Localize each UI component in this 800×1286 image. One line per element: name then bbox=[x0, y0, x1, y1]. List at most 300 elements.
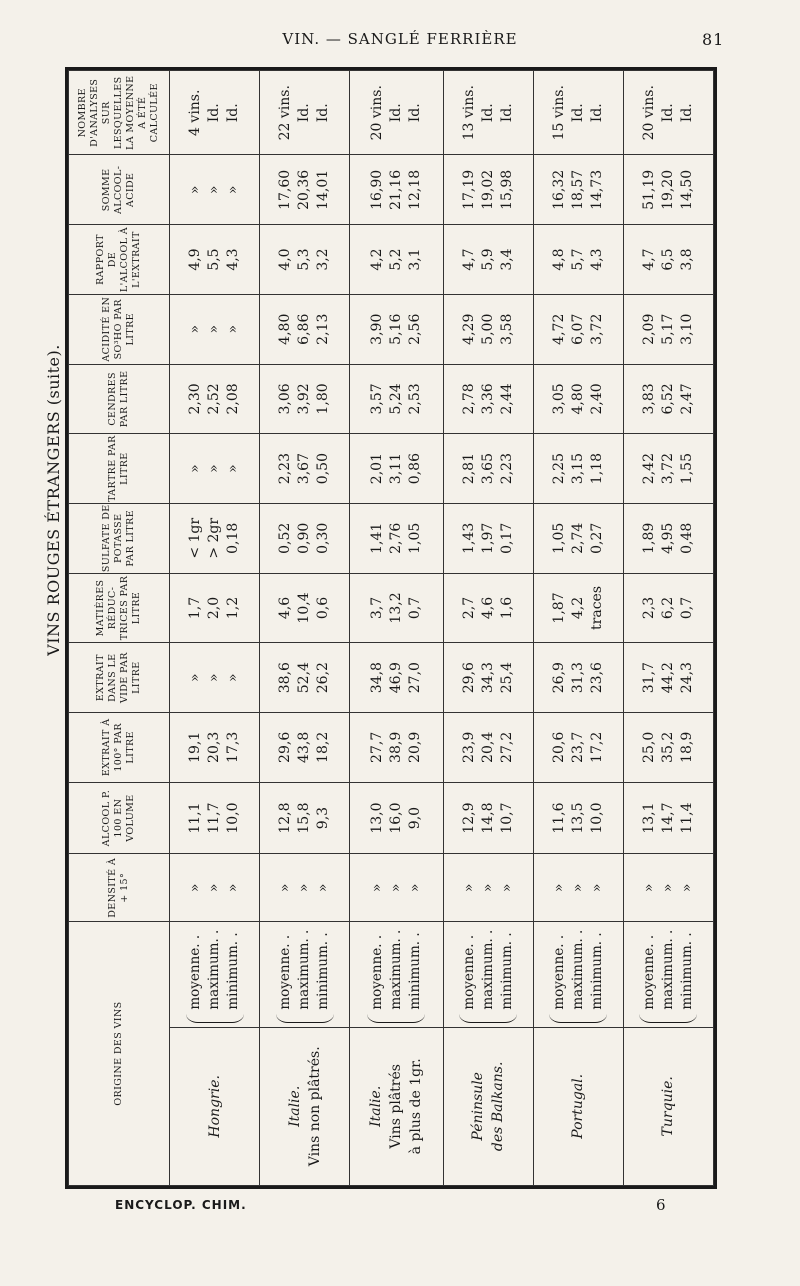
stat-labels bbox=[186, 930, 243, 1010]
value: 17,3 bbox=[225, 731, 242, 763]
value: 4,7 bbox=[460, 248, 477, 271]
value: 24,3 bbox=[678, 662, 695, 694]
cell-ash bbox=[623, 364, 713, 434]
value: 16,0 bbox=[387, 802, 404, 834]
value: 2,08 bbox=[225, 383, 242, 415]
value: 13 vins. bbox=[460, 85, 477, 141]
origin-cell bbox=[533, 1027, 623, 1185]
cell-potassium-sulfate bbox=[170, 503, 260, 573]
stat-label: moyenne. . bbox=[460, 934, 477, 1010]
value: 12,18 bbox=[406, 169, 423, 210]
value: 29,6 bbox=[277, 731, 294, 763]
cell-extract-100 bbox=[623, 713, 713, 783]
col-header-alcohol-acid-sum: SOMME ALCOOL-ACIDE bbox=[69, 155, 170, 225]
value: Id. bbox=[206, 103, 223, 123]
col-header-extract-100: EXTRAIT À 100° PAR LITRE bbox=[69, 713, 170, 783]
origin-line: Italie. bbox=[368, 1085, 385, 1127]
cell-analysis-count bbox=[443, 71, 533, 156]
value: 4,95 bbox=[659, 522, 676, 554]
cell-alcohol-extract-ratio bbox=[443, 225, 533, 295]
table-title: VINS ROUGES ÉTRANGERS (suite). bbox=[44, 344, 63, 656]
cell-extract-100 bbox=[443, 713, 533, 783]
value: 27,7 bbox=[368, 731, 385, 763]
value: » bbox=[206, 673, 223, 682]
value: 31,7 bbox=[640, 662, 657, 694]
value: 6,86 bbox=[296, 313, 313, 345]
cell-tartar bbox=[350, 434, 443, 504]
value: 4,6 bbox=[479, 596, 496, 620]
cell-analysis-count bbox=[260, 71, 350, 156]
value: 10,7 bbox=[498, 802, 515, 834]
value: 3,8 bbox=[678, 248, 695, 271]
brace-mark bbox=[186, 1013, 244, 1023]
value: 4 vins. bbox=[187, 89, 204, 136]
value: 3,83 bbox=[640, 383, 657, 415]
value: 34,3 bbox=[479, 662, 496, 694]
cell-alcohol-acid-sum bbox=[170, 155, 260, 225]
value: 5,5 bbox=[206, 248, 223, 271]
value: 0,50 bbox=[315, 453, 332, 485]
cell-reducing-matter bbox=[623, 573, 713, 643]
table-row bbox=[350, 71, 443, 1186]
value: » bbox=[550, 883, 567, 893]
value: 10,0 bbox=[588, 802, 605, 834]
value: 20,36 bbox=[296, 169, 313, 210]
cell-alcohol-extract-ratio bbox=[350, 225, 443, 295]
value: 20 vins. bbox=[640, 85, 657, 141]
value: 2,7 bbox=[460, 596, 477, 620]
cell-alcohol bbox=[533, 782, 623, 854]
value: > 2gr bbox=[206, 517, 223, 559]
col-header-alcohol: ALCOOL P. 100 EN VOLUME bbox=[69, 782, 170, 854]
cell-ash bbox=[170, 364, 260, 434]
value: 21,16 bbox=[387, 169, 404, 210]
cell-potassium-sulfate bbox=[260, 503, 350, 573]
value: 0,18 bbox=[225, 522, 242, 554]
value: 2,44 bbox=[498, 383, 515, 415]
value: 18,57 bbox=[569, 169, 586, 210]
cell-alcohol bbox=[443, 782, 533, 854]
value: 3,92 bbox=[296, 383, 313, 415]
origin-cell bbox=[260, 1027, 350, 1185]
value: 23,7 bbox=[569, 731, 586, 763]
stat-label: minimum. . bbox=[678, 932, 695, 1010]
value: 2,23 bbox=[498, 453, 515, 485]
cell-analysis-count bbox=[623, 71, 713, 156]
cell-extract-100 bbox=[350, 713, 443, 783]
table-row bbox=[533, 71, 623, 1186]
value: 19,02 bbox=[479, 169, 496, 210]
value: 46,9 bbox=[387, 662, 404, 694]
value: 14,73 bbox=[588, 169, 605, 210]
value: 0,7 bbox=[406, 596, 423, 620]
value: » bbox=[225, 324, 242, 334]
origin-cell bbox=[350, 1027, 443, 1185]
value: 4,3 bbox=[588, 248, 605, 271]
value: » bbox=[406, 883, 423, 893]
value: 1,41 bbox=[368, 522, 385, 554]
stat-labels bbox=[368, 930, 425, 1010]
cell-alcohol bbox=[350, 782, 443, 854]
value: 18,2 bbox=[315, 731, 332, 763]
value: 2,23 bbox=[277, 453, 294, 485]
stat-label: moyenne. . bbox=[368, 934, 385, 1010]
value: Id. bbox=[296, 103, 313, 123]
value: 14,50 bbox=[678, 169, 695, 210]
value: 20,9 bbox=[406, 731, 423, 763]
value: 1,05 bbox=[550, 522, 567, 554]
brace-mark bbox=[549, 1013, 607, 1023]
value: » bbox=[569, 883, 586, 893]
cell-alcohol-acid-sum bbox=[443, 155, 533, 225]
value: 10,4 bbox=[296, 592, 313, 624]
page-header bbox=[0, 30, 800, 50]
col-header-acidity: ACIDITÉ EN SO³HO PAR LITRE bbox=[69, 294, 170, 364]
origin-line: Italie. bbox=[286, 1085, 303, 1127]
value: 38,9 bbox=[387, 731, 404, 763]
value: 4,7 bbox=[640, 248, 657, 271]
value: 17,60 bbox=[277, 169, 294, 210]
value: » bbox=[368, 883, 385, 893]
value: Id. bbox=[479, 103, 496, 123]
value: 0,90 bbox=[296, 522, 313, 554]
cell-tartar bbox=[260, 434, 350, 504]
stat-label: maximum. . bbox=[296, 929, 313, 1010]
origin-line: à plus de 1gr. bbox=[408, 1058, 425, 1155]
value: » bbox=[225, 185, 242, 195]
value: 19,20 bbox=[659, 169, 676, 210]
brace-mark bbox=[367, 1013, 425, 1023]
value: 1,87 bbox=[550, 592, 567, 624]
value: < 1gr bbox=[187, 517, 204, 559]
value: 52,4 bbox=[296, 662, 313, 694]
stat-label: moyenne. . bbox=[550, 934, 567, 1010]
brace-mark bbox=[639, 1013, 697, 1023]
cell-acidity bbox=[443, 294, 533, 364]
value: 4,80 bbox=[569, 383, 586, 415]
value: 14,7 bbox=[659, 802, 676, 834]
origin-line: des Balkans. bbox=[490, 1061, 507, 1152]
value: » bbox=[225, 464, 242, 473]
origin-cell bbox=[170, 1027, 260, 1185]
value: Id. bbox=[387, 103, 404, 123]
value: 3,72 bbox=[659, 453, 676, 485]
value: 51,19 bbox=[640, 169, 657, 210]
value: 16,32 bbox=[550, 169, 567, 210]
value: 20,4 bbox=[479, 731, 496, 763]
table-frame bbox=[65, 67, 717, 1189]
value: 4,2 bbox=[569, 596, 586, 620]
value: traces bbox=[588, 585, 605, 630]
value: » bbox=[479, 883, 496, 893]
stat-label: maximum. . bbox=[387, 929, 404, 1010]
value: 2,0 bbox=[206, 596, 223, 620]
value: » bbox=[206, 883, 223, 893]
value: 38,6 bbox=[277, 662, 294, 694]
cell-tartar bbox=[623, 434, 713, 504]
value: 2,53 bbox=[406, 383, 423, 415]
value: » bbox=[187, 185, 204, 195]
cell-density bbox=[350, 854, 443, 922]
value: » bbox=[206, 185, 223, 195]
value: 14,01 bbox=[315, 169, 332, 210]
value: 0,17 bbox=[498, 522, 515, 554]
cell-alcohol-acid-sum bbox=[533, 155, 623, 225]
cell-extract-vacuum bbox=[260, 643, 350, 713]
value: 13,2 bbox=[387, 592, 404, 624]
stat-label: minimum. . bbox=[498, 932, 515, 1010]
value: 2,56 bbox=[406, 313, 423, 345]
cell-acidity bbox=[533, 294, 623, 364]
value: 2,25 bbox=[550, 453, 567, 485]
stat-label: minimum. . bbox=[315, 932, 332, 1010]
value: 15 vins. bbox=[550, 85, 567, 141]
stat-labels-cell bbox=[533, 922, 623, 1028]
value: 3,11 bbox=[387, 453, 404, 485]
cell-tartar bbox=[170, 434, 260, 504]
value: 25,4 bbox=[498, 662, 515, 694]
value: 20,3 bbox=[206, 731, 223, 763]
origin-line: Hongrie. bbox=[206, 1075, 223, 1138]
value: 1,80 bbox=[315, 383, 332, 415]
value: 3,05 bbox=[550, 383, 567, 415]
value: » bbox=[678, 883, 695, 893]
value: 2,76 bbox=[387, 522, 404, 554]
cell-analysis-count bbox=[533, 71, 623, 156]
value: 1,89 bbox=[640, 522, 657, 554]
value: 2,3 bbox=[640, 596, 657, 620]
value: 31,3 bbox=[569, 662, 586, 694]
value: 1,2 bbox=[225, 596, 242, 620]
stat-labels-cell bbox=[260, 922, 350, 1028]
value: 6,2 bbox=[659, 596, 676, 620]
value: 4,6 bbox=[277, 596, 294, 620]
value: 23,6 bbox=[588, 662, 605, 694]
value: » bbox=[640, 883, 657, 893]
value: 13,1 bbox=[640, 802, 657, 834]
value: Id. bbox=[315, 103, 332, 123]
col-header-tartar: TARTRE PAR LITRE bbox=[69, 434, 170, 504]
footer-signature-number: 6 bbox=[656, 1196, 666, 1214]
cell-alcohol bbox=[170, 782, 260, 854]
brace-mark bbox=[459, 1013, 517, 1023]
value: 2,30 bbox=[187, 383, 204, 415]
cell-density bbox=[533, 854, 623, 922]
value: 26,2 bbox=[315, 662, 332, 694]
value: 3,06 bbox=[277, 383, 294, 415]
value: » bbox=[206, 324, 223, 334]
table-row bbox=[260, 71, 350, 1186]
value: 17,19 bbox=[460, 169, 477, 210]
table-row bbox=[443, 71, 533, 1186]
page-number: 81 bbox=[702, 30, 725, 49]
table-row bbox=[170, 71, 260, 1186]
value: 15,98 bbox=[498, 169, 515, 210]
cell-acidity bbox=[260, 294, 350, 364]
value: 34,8 bbox=[368, 662, 385, 694]
col-header-potassium-sulfate: SULFATE DE POTASSE PAR LITRE bbox=[69, 503, 170, 573]
value: 5,9 bbox=[479, 248, 496, 271]
value: 4,2 bbox=[368, 248, 385, 271]
value: 9,3 bbox=[315, 806, 332, 830]
value: 5,00 bbox=[479, 313, 496, 345]
value: Id. bbox=[225, 103, 242, 123]
running-title: VIN. — SANGLÉ FERRIÈRE bbox=[282, 30, 518, 48]
value: 22 vins. bbox=[277, 85, 294, 141]
stat-labels bbox=[640, 930, 697, 1010]
rotated-table-wrapper bbox=[68, 70, 714, 1186]
cell-alcohol bbox=[260, 782, 350, 854]
value: 11,7 bbox=[206, 802, 223, 834]
value: 2,42 bbox=[640, 453, 657, 485]
cell-alcohol-extract-ratio bbox=[170, 225, 260, 295]
value: 17,2 bbox=[588, 731, 605, 763]
cell-alcohol-acid-sum bbox=[350, 155, 443, 225]
value: » bbox=[225, 673, 242, 682]
value: 44,2 bbox=[659, 662, 676, 694]
cell-analysis-count bbox=[350, 71, 443, 156]
origin-line: Portugal. bbox=[570, 1073, 587, 1139]
value: Id. bbox=[498, 103, 515, 123]
stat-labels bbox=[550, 930, 607, 1010]
value: 9,0 bbox=[406, 806, 423, 830]
stat-labels-cell bbox=[443, 922, 533, 1028]
cell-alcohol-acid-sum bbox=[623, 155, 713, 225]
value: 2,13 bbox=[315, 313, 332, 345]
value: 4,80 bbox=[277, 313, 294, 345]
cell-extract-100 bbox=[170, 713, 260, 783]
value: 3,1 bbox=[406, 248, 423, 271]
cell-density bbox=[170, 854, 260, 922]
value: Id. bbox=[406, 103, 423, 123]
value: » bbox=[588, 883, 605, 893]
value: 1,43 bbox=[460, 522, 477, 554]
cell-ash bbox=[443, 364, 533, 434]
value: 2,74 bbox=[569, 522, 586, 554]
value: 35,2 bbox=[659, 731, 676, 763]
value: 5,16 bbox=[387, 313, 404, 345]
cell-analysis-count bbox=[170, 71, 260, 156]
value: 3,15 bbox=[569, 453, 586, 485]
value: 4,8 bbox=[550, 248, 567, 271]
cell-extract-vacuum bbox=[443, 643, 533, 713]
value: 0,52 bbox=[277, 522, 294, 554]
cell-extract-vacuum bbox=[623, 643, 713, 713]
value: 1,05 bbox=[406, 522, 423, 554]
cell-reducing-matter bbox=[533, 573, 623, 643]
cell-acidity bbox=[350, 294, 443, 364]
value: 11,6 bbox=[550, 802, 567, 834]
value: 3,67 bbox=[296, 453, 313, 485]
cell-reducing-matter bbox=[170, 573, 260, 643]
value: 3,72 bbox=[588, 313, 605, 345]
value: 0,86 bbox=[406, 453, 423, 485]
value: 2,40 bbox=[588, 383, 605, 415]
value: 5,17 bbox=[659, 313, 676, 345]
stat-label: moyenne. . bbox=[277, 934, 294, 1010]
cell-extract-100 bbox=[533, 713, 623, 783]
cell-density bbox=[260, 854, 350, 922]
value: 12,8 bbox=[277, 802, 294, 834]
value: 5,2 bbox=[387, 248, 404, 271]
value: 11,1 bbox=[187, 802, 204, 834]
stat-labels-cell bbox=[623, 922, 713, 1028]
cell-potassium-sulfate bbox=[533, 503, 623, 573]
stat-label: maximum. . bbox=[569, 929, 586, 1010]
value: 3,4 bbox=[498, 248, 515, 271]
cell-ash bbox=[533, 364, 623, 434]
value: 2,78 bbox=[460, 383, 477, 415]
value: » bbox=[187, 673, 204, 682]
cell-density bbox=[443, 854, 533, 922]
value: 0,30 bbox=[315, 522, 332, 554]
value: 43,8 bbox=[296, 731, 313, 763]
col-header-origin: ORIGINE DES VINS bbox=[69, 922, 170, 1186]
col-header-density: DENSITÉ À + 15° bbox=[69, 854, 170, 922]
cell-ash bbox=[350, 364, 443, 434]
col-header-alcohol-extract-ratio: RAPPORT DE L'ALCOOL À L'EXTRAIT bbox=[69, 225, 170, 295]
value: » bbox=[187, 883, 204, 893]
value: » bbox=[187, 324, 204, 334]
cell-reducing-matter bbox=[443, 573, 533, 643]
value: 3,90 bbox=[368, 313, 385, 345]
value: 5,7 bbox=[569, 248, 586, 271]
value: 15,8 bbox=[296, 802, 313, 834]
value: 6,07 bbox=[569, 313, 586, 345]
value: 18,9 bbox=[678, 731, 695, 763]
value: 19,1 bbox=[187, 731, 204, 763]
origin-line: Péninsule bbox=[470, 1072, 487, 1141]
value: 5,3 bbox=[296, 248, 313, 271]
value: 1,7 bbox=[187, 596, 204, 620]
value: 4,29 bbox=[460, 313, 477, 345]
value: 29,6 bbox=[460, 662, 477, 694]
value: 3,57 bbox=[368, 383, 385, 415]
value: Id. bbox=[659, 103, 676, 123]
cell-ash bbox=[260, 364, 350, 434]
value: » bbox=[296, 883, 313, 893]
cell-acidity bbox=[623, 294, 713, 364]
footer-publication: ENCYCLOP. CHIM. bbox=[115, 1198, 247, 1212]
value: 3,10 bbox=[678, 313, 695, 345]
cell-extract-vacuum bbox=[533, 643, 623, 713]
stat-label: maximum. . bbox=[479, 929, 496, 1010]
value: 4,3 bbox=[225, 248, 242, 271]
value: 5,24 bbox=[387, 383, 404, 415]
value: » bbox=[460, 883, 477, 893]
origin-line: Vins plâtrés bbox=[388, 1064, 405, 1149]
value: » bbox=[659, 883, 676, 893]
value: 13,0 bbox=[368, 802, 385, 834]
value: » bbox=[187, 464, 204, 473]
value: 3,36 bbox=[479, 383, 496, 415]
value: Id. bbox=[569, 103, 586, 123]
value: 16,90 bbox=[368, 169, 385, 210]
value: 4,0 bbox=[277, 248, 294, 271]
value: 11,4 bbox=[678, 802, 695, 834]
value: 3,7 bbox=[368, 596, 385, 620]
stat-label: maximum. . bbox=[206, 929, 223, 1010]
value: 13,5 bbox=[569, 802, 586, 834]
value: » bbox=[277, 883, 294, 893]
cell-potassium-sulfate bbox=[623, 503, 713, 573]
origin-line: Turquie. bbox=[660, 1076, 677, 1137]
value: 25,0 bbox=[640, 731, 657, 763]
cell-extract-100 bbox=[260, 713, 350, 783]
value: Id. bbox=[678, 103, 695, 123]
col-header-ash: CENDRES PAR LITRE bbox=[69, 364, 170, 434]
value: » bbox=[315, 883, 332, 893]
